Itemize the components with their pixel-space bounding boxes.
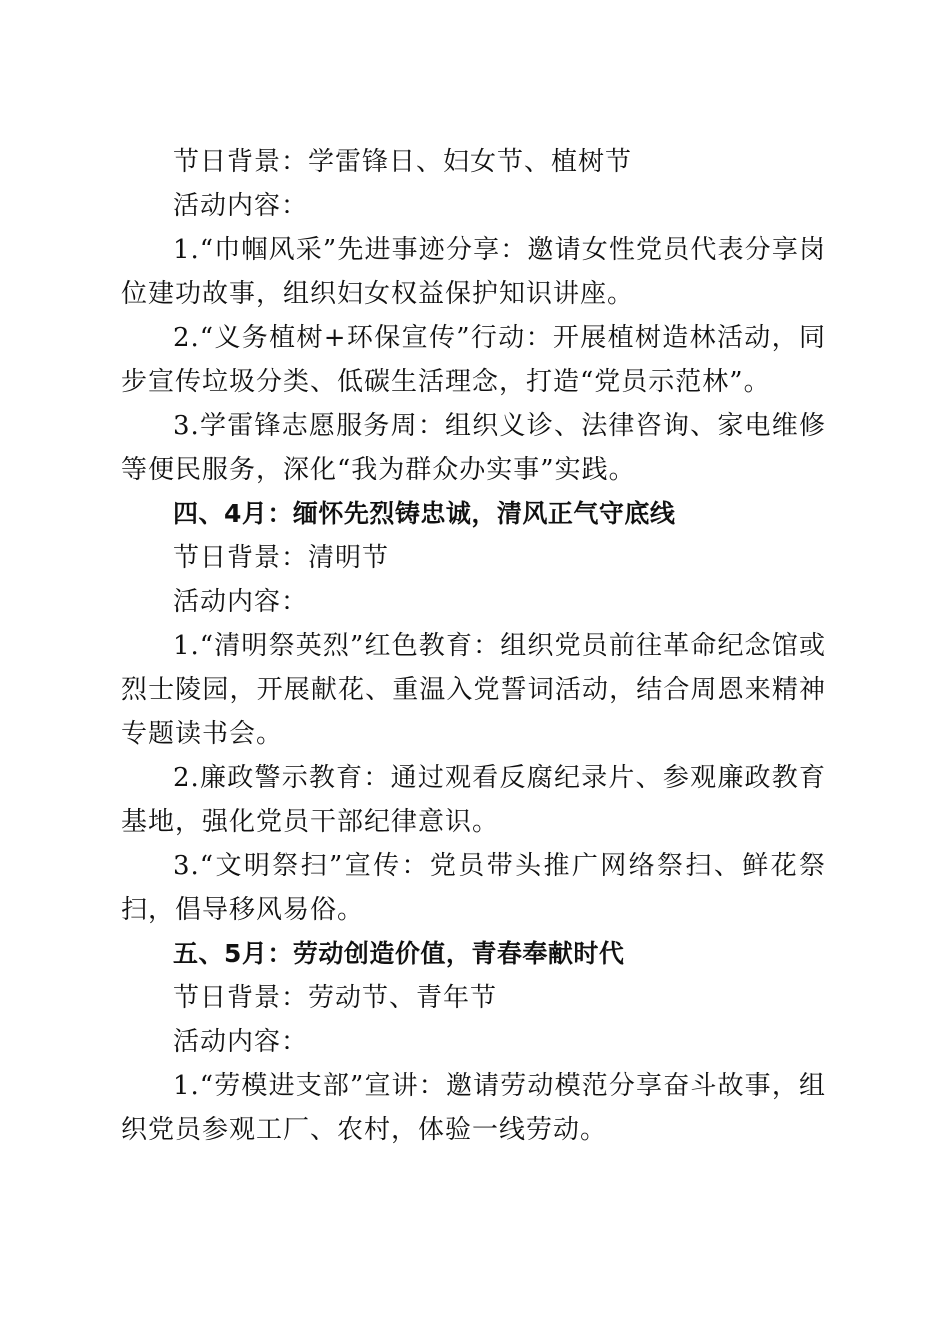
april-item-1: 1.“清明祭英烈”红色教育：组织党员前往革命纪念馆或烈士陵园，开展献花、重温入党誓词活动，结合周恩来精神专题读书会。 [121, 631, 826, 749]
march-content-label: 活动内容： [173, 191, 309, 221]
april-background: 节日背景：清明节 [173, 543, 390, 573]
april-content-label: 活动内容： [173, 587, 309, 617]
april-heading: 四、4月：缅怀先烈铸忠诚，清风正气守底线 [173, 499, 676, 528]
may-item-1: 1.“劳模进支部”宣讲：邀请劳动模范分享奋斗故事，组织党员参观工厂、农村，体验一线劳动。 [121, 1071, 826, 1145]
may-heading: 五、5月：劳动创造价值，青春奉献时代 [173, 939, 625, 968]
march-background: 节日背景：学雷锋日、妇女节、植树节 [173, 147, 633, 177]
document-body [121, 140, 826, 1152]
march-item-1: 1.“巾帼风采”先进事迹分享：邀请女性党员代表分享岗位建功故事，组织妇女权益保护知识讲座。 [121, 235, 826, 309]
march-item-3: 3.学雷锋志愿服务周：组织义诊、法律咨询、家电维修等便民服务，深化“我为群众办实事”实践。 [121, 411, 826, 485]
march-item-2: 2.“义务植树+环保宣传”行动：开展植树造林活动，同步宣传垃圾分类、低碳生活理念，打造“党员示范林”。 [121, 323, 826, 397]
april-item-2: 2.廉政警示教育：通过观看反腐纪录片、参观廉政教育基地，强化党员干部纪律意识。 [121, 763, 826, 837]
may-content-label: 活动内容： [173, 1027, 309, 1057]
april-item-3: 3.“文明祭扫”宣传：党员带头推广网络祭扫、鲜花祭扫，倡导移风易俗。 [121, 851, 826, 925]
may-background: 节日背景：劳动节、青年节 [173, 983, 498, 1013]
